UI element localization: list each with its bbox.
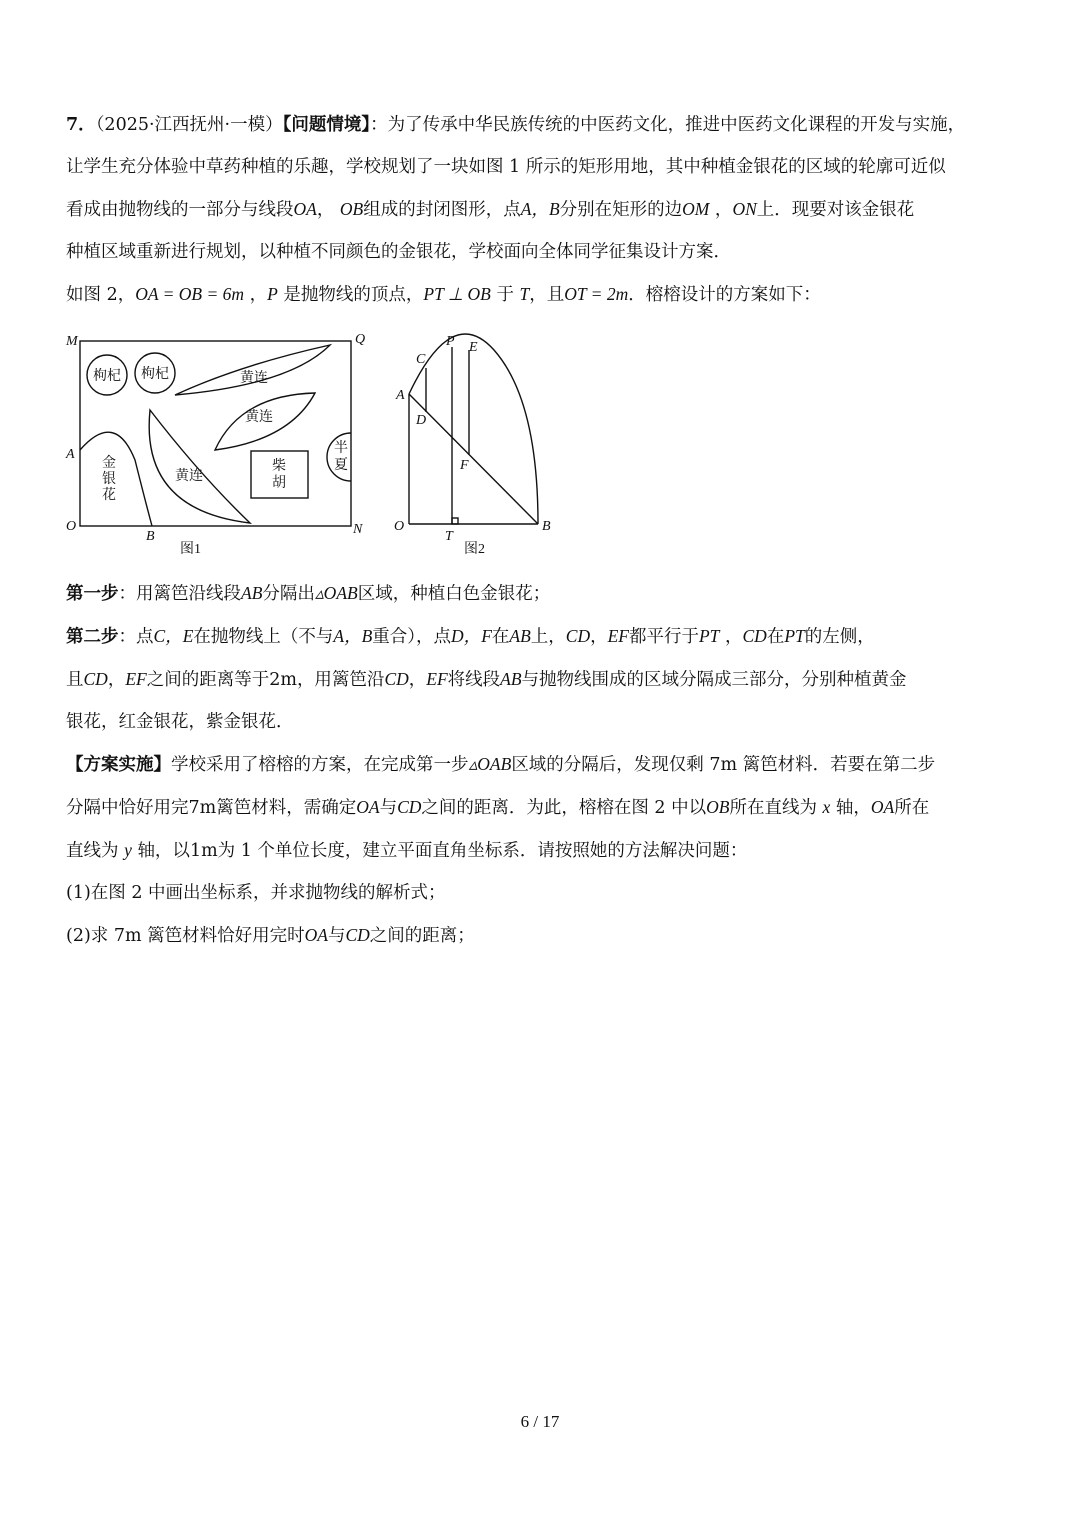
question-2 [66, 914, 1018, 957]
math: AB [509, 626, 531, 646]
math: OT = 2m [564, 284, 629, 304]
label-N: N [353, 522, 363, 537]
step-2-label: 第二步 [66, 627, 119, 647]
label-F: F [460, 458, 469, 473]
text: 种植区域重新进行规划，以种植不同颜色的金银花，学校面向全体同学征集设计方案． [66, 242, 731, 262]
math: 2m [269, 670, 297, 690]
region-huanglian-2: 黄连 [245, 410, 273, 425]
tag-situation: 【问题情境】 [282, 115, 371, 135]
text: (2)求 7m 篱笆材料恰好用完时 [66, 926, 305, 946]
text: 于 [496, 285, 514, 305]
math: EF [607, 626, 629, 646]
text: 银花，红金银花，紫金银花． [66, 712, 294, 732]
text: 是抛物线的顶点， [283, 285, 424, 305]
math: ▵OAB [468, 754, 512, 774]
figure-2 [409, 334, 538, 524]
math: OA [293, 199, 317, 219]
region-banxia-2: 夏 [334, 458, 348, 473]
jinyinhua-parabola [80, 432, 152, 526]
region-banxia-1: 半 [334, 441, 348, 456]
math: 7m [188, 798, 217, 818]
math: CD [83, 669, 108, 689]
text: 学校采用了榕榕的方案，在完成第一步 [171, 755, 469, 775]
figure-1-labels [65, 332, 365, 557]
step-2-line-3 [66, 701, 1018, 743]
figure-svg [60, 325, 580, 565]
text: ，用篱笆沿 [296, 670, 385, 690]
math: CD [742, 626, 767, 646]
math: OB [339, 199, 364, 219]
text: 之间的距离等于 [146, 670, 270, 690]
label-T: T [445, 529, 453, 544]
math: OM [682, 199, 710, 219]
text: ：为了传承中华民族传统的中医药文化，推进中医药文化课程的开发与实施， [370, 115, 966, 135]
impl-line-3 [66, 829, 1018, 872]
math: 1m [189, 841, 218, 861]
text: 看成由抛物线的一部分与线段 [66, 200, 294, 220]
huanglian-top [175, 345, 330, 395]
text: 分隔出 [262, 584, 315, 604]
question-1 [66, 872, 1018, 914]
math: B [361, 626, 373, 646]
region-jinyinhua-2: 银 [102, 472, 116, 487]
math: A， [520, 199, 549, 219]
text: 区域的分隔后，发现仅剩 7m 篱笆材料．若要在第二步 [511, 755, 936, 775]
text: 组成的封闭图形，点 [363, 200, 521, 220]
math: y [124, 840, 132, 860]
math: PT ⊥ OB [423, 284, 491, 304]
math: EF [125, 669, 147, 689]
label-O: O [66, 519, 77, 534]
math: CD [397, 797, 422, 817]
figure-1-caption: 图1 [180, 542, 201, 557]
impl-line-2 [66, 786, 1018, 829]
math: P [267, 284, 278, 304]
text: 重合），点 [372, 627, 452, 647]
math: CD [384, 669, 409, 689]
problem-situation [66, 104, 1018, 316]
region-huanglian-3: 黄连 [175, 469, 203, 484]
text: 轴，以 [137, 841, 190, 861]
right-angle-mark [452, 518, 458, 524]
solution-steps [66, 572, 1018, 957]
text: ，且 [529, 285, 565, 305]
math: OB [706, 797, 730, 817]
text: 所在直线为 [729, 798, 817, 818]
math: PT [698, 626, 720, 646]
math: A， [333, 626, 362, 646]
step-2-line-2: 且CD，EF之间的距离等于2m，用篱笆沿CD，EF将线段AB与抛物线围成的区域分隔成三部分，分别种植黄金 [66, 669, 907, 690]
math: F [481, 626, 492, 646]
math: OA [356, 797, 380, 817]
region-goji-2: 枸杞 [141, 367, 169, 382]
region-jinyinhua-3: 花 [102, 488, 116, 503]
label-O: O [394, 519, 405, 534]
segment-AB [409, 394, 538, 524]
math: D， [451, 626, 482, 646]
text: ．榕榕设计的方案如下： [628, 285, 821, 305]
text: 且 [66, 670, 84, 690]
label-D: D [416, 413, 427, 428]
math: C， [153, 626, 183, 646]
text: 上， [530, 627, 566, 647]
text: 分别在矩形的边 [559, 200, 683, 220]
problem-number: 7． [66, 115, 96, 135]
text: 之间的距离； [369, 926, 475, 946]
text: 与 [379, 798, 398, 818]
label-E: E [469, 340, 478, 355]
math: ▵OAB [314, 583, 358, 603]
text: 为 1 个单位长度，建立平面直角坐标系．请按照她的方法解决问题： [217, 841, 748, 861]
text: 篱笆材料，需确定 [216, 798, 357, 818]
text: 的左侧， [804, 627, 875, 647]
text: 将线段 [447, 670, 501, 690]
text: 在 [766, 627, 785, 647]
text: ：点 [118, 627, 154, 647]
text: 与 [327, 926, 346, 946]
math: T [519, 284, 530, 304]
text: 如图 2， [66, 285, 136, 305]
step-1-label: 第一步 [66, 584, 119, 604]
region-huanglian-1: 黄连 [240, 371, 268, 386]
text: 在 [491, 627, 510, 647]
math: EF [426, 669, 448, 689]
region-goji-1: 枸杞 [93, 369, 121, 384]
math: OA [870, 797, 895, 817]
text: 上．现要对该金银花 [756, 200, 915, 220]
math: CD [565, 626, 591, 646]
line-1 [66, 104, 1018, 146]
math: AB [500, 669, 522, 689]
math: OA = OB = 6m [135, 284, 245, 304]
step-1 [66, 572, 1018, 615]
huanglian-bottom [149, 410, 250, 523]
impl-line-1 [66, 743, 1018, 786]
text: 区域，种植白色金银花； [357, 584, 551, 604]
text: ：用篱笆沿线段 [118, 584, 241, 604]
math: PT [784, 626, 805, 646]
step-2-line-1: 第二步：点C，E在抛物线上（不与A，B重合），点D，F在AB上，CD，EF都平行于PT ，CD在PT的左侧， [66, 626, 875, 647]
line-5: 如图 2，OA = OB = 6m ，P 是抛物线的顶点，PT ⊥ OB 于 T，且OT = 2m．榕榕设计的方案如下： [66, 284, 821, 305]
tag-implementation: 【方案实施】 [66, 755, 171, 775]
text: 直线为 [66, 841, 119, 861]
label-C: C [416, 352, 426, 367]
label-Q: Q [355, 332, 366, 347]
line-2 [66, 146, 1018, 188]
parabola [409, 334, 538, 524]
region-jinyinhua-1: 金 [102, 456, 116, 471]
text: 与抛物线围成的区域分隔成三部分，分别种植黄金 [521, 670, 907, 690]
text: 都平行于 [628, 627, 699, 647]
label-B: B [146, 529, 155, 544]
text: 在抛物线上（不与 [193, 627, 334, 647]
text: 之间的距离．为此，榕榕在图 2 中以 [421, 798, 707, 818]
label-M: M [66, 334, 78, 349]
math: CD [345, 925, 370, 945]
math: OA [304, 925, 328, 945]
text: 分隔中恰好用完 [66, 798, 189, 818]
math: B [548, 199, 560, 219]
text: (1)在图 2 中画出坐标系，并求抛物线的解析式； [66, 883, 446, 903]
label-B: B [542, 519, 551, 534]
figures [60, 325, 580, 569]
line-3: 看成由抛物线的一部分与线段OA， OB组成的封闭图形，点A，B分别在矩形的边OM ，ON上．现要对该金银花 [66, 199, 915, 220]
page-number: 6 / 17 [520, 1412, 560, 1431]
label-A: A [66, 447, 75, 462]
text: 所在 [894, 798, 930, 818]
line-4 [66, 231, 1018, 273]
label-A: A [396, 388, 405, 403]
math: ON [732, 199, 757, 219]
text: 让学生充分体验中草药种植的乐趣，学校规划了一块如图 1 所示的矩形用地，其中种植金银花的区域的轮廓可近似 [66, 157, 946, 177]
region-chaihu-2: 胡 [272, 476, 286, 491]
problem-source: （2025·江西抚州·一模） [95, 115, 283, 135]
label-P: P [446, 334, 455, 349]
region-chaihu-1: 柴 [272, 459, 286, 474]
math: x [822, 797, 831, 817]
math: E [182, 626, 194, 646]
text: 轴， [835, 798, 871, 818]
math: AB [241, 583, 263, 603]
figure-2-caption: 图2 [464, 542, 485, 557]
